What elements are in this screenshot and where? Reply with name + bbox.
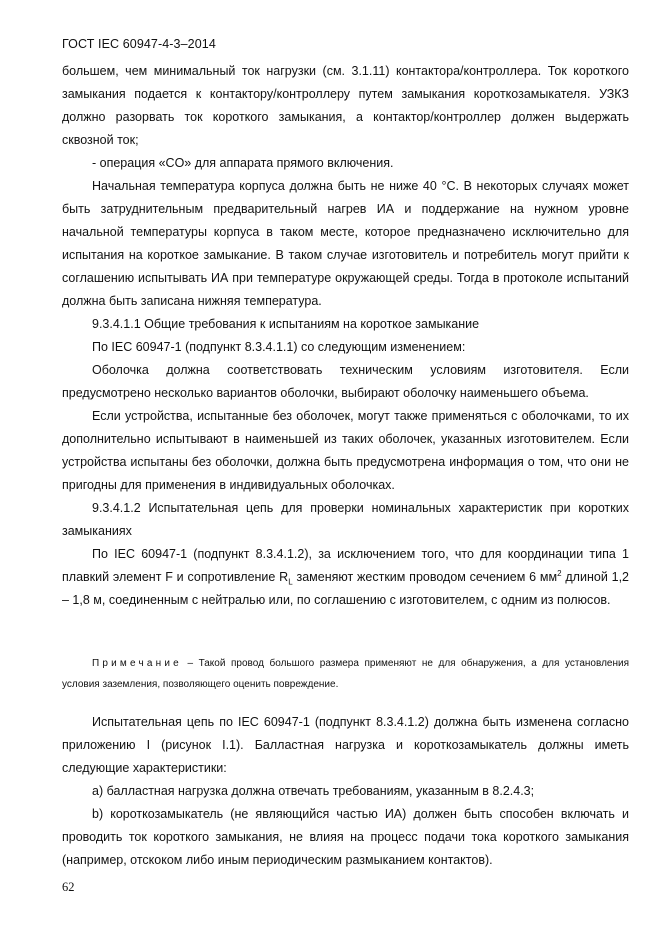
- list-item-b: b) короткозамыкатель (не являющийся частью ИА) должен быть способен включать и проводить ток короткого замыкания, не влияя на процесс подачи тока короткого замыкания (например, отскоком либо иным периодическим размыканием контактов).: [62, 807, 629, 867]
- paragraph-iec-reference: По IEC 60947-1 (подпункт 8.3.4.1.1) со следующим изменением:: [92, 340, 466, 354]
- paragraph-co-operation: - операция «CO» для аппарата прямого включения.: [92, 156, 394, 170]
- rl-text-part3: длиной 1,2 – 1,8 м, соединенным с нейтралью или, по соглашению с изготовителем, с одним из полюсов.: [62, 570, 629, 607]
- paragraph-type1-coordination: [62, 543, 629, 612]
- rl-subscript: L: [288, 577, 293, 587]
- rl-text-part2: заменяют жестким проводом сечением 6 мм: [292, 570, 558, 584]
- main-text: [62, 60, 629, 612]
- paragraph-enclosure: Оболочка должна соответствовать техническим условиям изготовителя. Если предусмотрено несколько вариантов оболочки, выбирают оболочку наименьшего объема.: [62, 363, 629, 400]
- section-heading-9-3-4-1-1: 9.3.4.1.1 Общие требования к испытаниям на короткое замыкание: [92, 317, 480, 331]
- note-text: – Такой провод большого размера применяют не для обнаружения, а для установления условия заземления, позволяющего оценить повреждение.: [62, 658, 629, 690]
- lower-text: [62, 711, 629, 872]
- standard-header: ГОСТ IEC 60947-4-3–2014: [62, 37, 216, 51]
- list-item-a: a) балластная нагрузка должна отвечать требованиям, указанным в 8.2.4.3;: [92, 784, 535, 798]
- paragraph-continuation: большем, чем минимальный ток нагрузки (см. 3.1.11) контактора/контроллера. Ток короткого замыкания подается к контактору/контроллеру путем замыкания короткозамыкателя. УЗКЗ должно разорвать ток короткого замыкания, а контактор/контроллер должен выдержать сквозной ток;: [62, 64, 629, 147]
- paragraph-enclosure-usage: Если устройства, испытанные без оболочек, могут также применяться с оболочками, то их дополнительно испытывают в наименьшей из таких оболочек, указанных изготовителем. Если устройства испытаны без оболочки, должна быть предусмотрена информация о том, что они не пригодны для применения в индивидуальных оболочках.: [62, 409, 629, 492]
- page-number: 62: [62, 880, 75, 894]
- rl-text-part1: По IEC 60947-1 (подпункт 8.3.4.1.2), за исключением того, что для координации типа 1 плавкий элемент F и сопротивление R: [62, 547, 629, 584]
- section-heading-9-3-4-1-2: 9.3.4.1.2 Испытательная цепь для проверки номинальных характеристик при коротких замыканиях: [62, 501, 629, 538]
- paragraph-temperature: Начальная температура корпуса должна быть не ниже 40 °С. В некоторых случаях может быть затруднительным предварительный нагрев ИА и поддержание на нужном уровне начальной температуры корпуса в таком месте, которое предназначено исключительно для испытания на короткое замыкание. В таком случае изготовитель и потребитель могут прийти к соглашению испытывать ИА при температуре окружающей среды. Тогда в протоколе испытаний должна быть записана нижняя температура.: [62, 179, 629, 308]
- note-block: [62, 653, 629, 695]
- rl-superscript: 2: [557, 568, 562, 578]
- paragraph-test-circuit: Испытательная цепь по IEC 60947-1 (подпункт 8.3.4.1.2) должна быть изменена согласно приложению I (рисунок I.1). Балластная нагрузка и короткозамыкатель должны иметь следующие характеристики:: [62, 715, 629, 775]
- note-label: Примечание: [92, 658, 182, 669]
